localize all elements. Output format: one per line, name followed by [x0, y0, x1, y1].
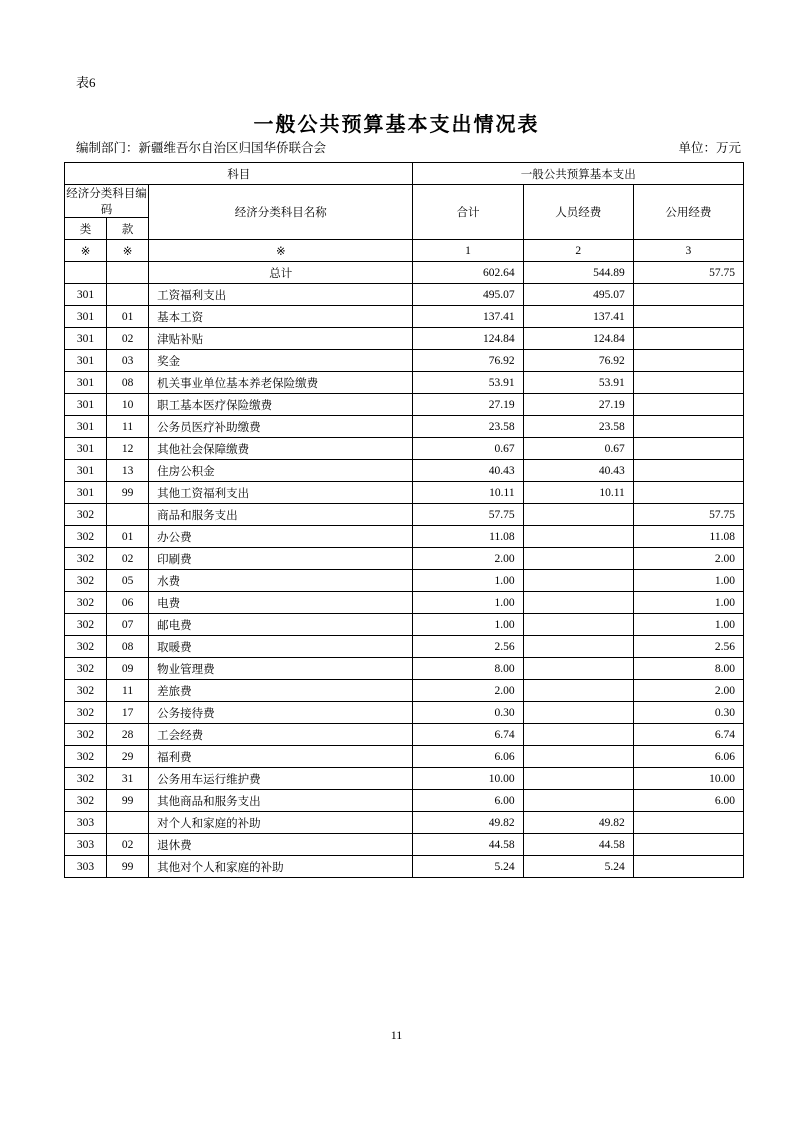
cell-public	[633, 306, 743, 328]
marker-name: ※	[149, 240, 413, 262]
cell-subject-name: 邮电费	[149, 614, 413, 636]
table-row	[65, 856, 744, 878]
column-header-total: 合计	[413, 185, 523, 240]
cell-class-code: 302	[65, 680, 107, 702]
cell-public	[633, 350, 743, 372]
cell-public: 0.30	[633, 702, 743, 724]
cell-section-code	[107, 284, 149, 306]
cell-subject-name: 商品和服务支出	[149, 504, 413, 526]
cell-total: 124.84	[413, 328, 523, 350]
cell-personnel	[523, 636, 633, 658]
cell-section-code: 99	[107, 482, 149, 504]
cell-class-code: 301	[65, 306, 107, 328]
table-body	[65, 262, 744, 878]
cell-class-code: 303	[65, 834, 107, 856]
cell-class-code: 302	[65, 526, 107, 548]
table-row	[65, 482, 744, 504]
table-row	[65, 724, 744, 746]
cell-class-code: 302	[65, 768, 107, 790]
cell-public	[633, 328, 743, 350]
table-row	[65, 262, 744, 284]
cell-section-code	[107, 262, 149, 284]
cell-total: 137.41	[413, 306, 523, 328]
cell-personnel	[523, 614, 633, 636]
cell-public	[633, 416, 743, 438]
table-row	[65, 746, 744, 768]
cell-personnel: 495.07	[523, 284, 633, 306]
cell-section-code: 29	[107, 746, 149, 768]
cell-total: 40.43	[413, 460, 523, 482]
cell-public	[633, 438, 743, 460]
cell-total: 6.00	[413, 790, 523, 812]
cell-personnel	[523, 526, 633, 548]
cell-personnel	[523, 790, 633, 812]
column-header-class: 类	[65, 218, 107, 240]
table-row	[65, 592, 744, 614]
cell-class-code: 302	[65, 614, 107, 636]
cell-total: 8.00	[413, 658, 523, 680]
cell-personnel	[523, 592, 633, 614]
cell-subject-name: 公务员医疗补助缴费	[149, 416, 413, 438]
table-row	[65, 812, 744, 834]
cell-total: 10.00	[413, 768, 523, 790]
cell-class-code: 301	[65, 284, 107, 306]
cell-public	[633, 284, 743, 306]
cell-personnel: 544.89	[523, 262, 633, 284]
cell-section-code: 13	[107, 460, 149, 482]
group-header-expenditure: 一般公共预算基本支出	[413, 163, 744, 185]
table-group-header-row	[65, 163, 744, 185]
marker-class: ※	[65, 240, 107, 262]
table-row	[65, 460, 744, 482]
cell-personnel: 0.67	[523, 438, 633, 460]
cell-public: 2.00	[633, 548, 743, 570]
cell-personnel: 23.58	[523, 416, 633, 438]
cell-total: 76.92	[413, 350, 523, 372]
cell-total: 23.58	[413, 416, 523, 438]
table-marker-row	[65, 240, 744, 262]
cell-subject-name: 公务用车运行维护费	[149, 768, 413, 790]
cell-subject-name: 工会经费	[149, 724, 413, 746]
column-header-name: 经济分类科目名称	[149, 185, 413, 240]
cell-total: 0.67	[413, 438, 523, 460]
table-row	[65, 680, 744, 702]
cell-personnel: 124.84	[523, 328, 633, 350]
cell-subject-name: 津贴补贴	[149, 328, 413, 350]
cell-subject-name: 差旅费	[149, 680, 413, 702]
cell-total: 6.06	[413, 746, 523, 768]
cell-subject-name: 工资福利支出	[149, 284, 413, 306]
table-row	[65, 790, 744, 812]
table-row	[65, 328, 744, 350]
cell-section-code: 10	[107, 394, 149, 416]
cell-total: 1.00	[413, 570, 523, 592]
table-row	[65, 416, 744, 438]
cell-public: 6.74	[633, 724, 743, 746]
cell-public	[633, 394, 743, 416]
table-head	[65, 163, 744, 262]
column-header-section: 款	[107, 218, 149, 240]
cell-section-code: 03	[107, 350, 149, 372]
table-row	[65, 350, 744, 372]
table-row	[65, 636, 744, 658]
cell-subject-name: 水费	[149, 570, 413, 592]
cell-section-code: 31	[107, 768, 149, 790]
cell-total: 49.82	[413, 812, 523, 834]
cell-class-code: 302	[65, 548, 107, 570]
cell-total: 6.74	[413, 724, 523, 746]
cell-subject-name: 总计	[149, 262, 413, 284]
cell-section-code: 02	[107, 548, 149, 570]
cell-subject-name: 电费	[149, 592, 413, 614]
compiler-department: 编制部门：新疆维吾尔自治区归国华侨联合会	[76, 141, 327, 155]
cell-section-code: 12	[107, 438, 149, 460]
cell-personnel: 5.24	[523, 856, 633, 878]
cell-section-code: 02	[107, 328, 149, 350]
cell-public	[633, 812, 743, 834]
column-header-code-group: 经济分类科目编码	[65, 185, 149, 218]
cell-personnel: 27.19	[523, 394, 633, 416]
cell-personnel: 49.82	[523, 812, 633, 834]
cell-class-code: 301	[65, 416, 107, 438]
budget-table	[64, 162, 744, 878]
cell-public	[633, 856, 743, 878]
table-row	[65, 702, 744, 724]
cell-subject-name: 取暖费	[149, 636, 413, 658]
cell-public: 1.00	[633, 614, 743, 636]
cell-personnel: 137.41	[523, 306, 633, 328]
table-row	[65, 658, 744, 680]
page-title: 一般公共预算基本支出情况表	[253, 114, 540, 136]
cell-personnel	[523, 768, 633, 790]
cell-class-code: 302	[65, 724, 107, 746]
cell-personnel	[523, 548, 633, 570]
cell-section-code: 08	[107, 372, 149, 394]
cell-public	[633, 372, 743, 394]
cell-subject-name: 其他商品和服务支出	[149, 790, 413, 812]
cell-class-code: 303	[65, 856, 107, 878]
cell-class-code: 302	[65, 504, 107, 526]
table-row	[65, 834, 744, 856]
cell-public	[633, 460, 743, 482]
cell-public	[633, 482, 743, 504]
cell-class-code: 301	[65, 350, 107, 372]
cell-section-code: 99	[107, 790, 149, 812]
cell-subject-name: 办公费	[149, 526, 413, 548]
cell-public: 57.75	[633, 504, 743, 526]
cell-personnel: 40.43	[523, 460, 633, 482]
group-header-subject: 科目	[65, 163, 413, 185]
cell-section-code: 08	[107, 636, 149, 658]
cell-personnel	[523, 702, 633, 724]
marker-personnel: 2	[523, 240, 633, 262]
cell-class-code: 302	[65, 790, 107, 812]
cell-section-code: 11	[107, 680, 149, 702]
cell-personnel: 76.92	[523, 350, 633, 372]
cell-class-code: 302	[65, 702, 107, 724]
cell-total: 495.07	[413, 284, 523, 306]
cell-total: 2.00	[413, 548, 523, 570]
cell-class-code: 301	[65, 438, 107, 460]
cell-section-code: 07	[107, 614, 149, 636]
table-row	[65, 504, 744, 526]
cell-total: 27.19	[413, 394, 523, 416]
cell-section-code: 05	[107, 570, 149, 592]
cell-public: 11.08	[633, 526, 743, 548]
cell-personnel: 53.91	[523, 372, 633, 394]
cell-total: 11.08	[413, 526, 523, 548]
cell-class-code: 302	[65, 570, 107, 592]
cell-subject-name: 其他工资福利支出	[149, 482, 413, 504]
cell-public	[633, 834, 743, 856]
cell-public: 1.00	[633, 570, 743, 592]
table-row	[65, 768, 744, 790]
table-row	[65, 306, 744, 328]
cell-class-code: 301	[65, 328, 107, 350]
marker-section: ※	[107, 240, 149, 262]
cell-section-code: 09	[107, 658, 149, 680]
cell-subject-name: 其他社会保障缴费	[149, 438, 413, 460]
cell-public: 8.00	[633, 658, 743, 680]
cell-class-code: 301	[65, 482, 107, 504]
table-row	[65, 284, 744, 306]
cell-total: 44.58	[413, 834, 523, 856]
cell-public: 6.00	[633, 790, 743, 812]
cell-subject-name: 福利费	[149, 746, 413, 768]
table-row	[65, 438, 744, 460]
cell-public: 10.00	[633, 768, 743, 790]
table-row	[65, 372, 744, 394]
cell-section-code: 01	[107, 526, 149, 548]
cell-subject-name: 退休费	[149, 834, 413, 856]
cell-subject-name: 住房公积金	[149, 460, 413, 482]
cell-subject-name: 奖金	[149, 350, 413, 372]
cell-total: 1.00	[413, 592, 523, 614]
cell-personnel	[523, 680, 633, 702]
cell-total: 5.24	[413, 856, 523, 878]
cell-class-code: 303	[65, 812, 107, 834]
cell-public: 2.00	[633, 680, 743, 702]
currency-unit: 单位：万元	[678, 141, 741, 155]
cell-section-code: 28	[107, 724, 149, 746]
cell-total: 0.30	[413, 702, 523, 724]
cell-personnel	[523, 658, 633, 680]
column-header-personnel: 人员经费	[523, 185, 633, 240]
table-row	[65, 394, 744, 416]
table-subheader-row-1	[65, 185, 744, 218]
cell-class-code: 302	[65, 658, 107, 680]
cell-subject-name: 物业管理费	[149, 658, 413, 680]
cell-section-code: 01	[107, 306, 149, 328]
cell-personnel: 10.11	[523, 482, 633, 504]
column-header-public: 公用经费	[633, 185, 743, 240]
table-row	[65, 570, 744, 592]
cell-subject-name: 印刷费	[149, 548, 413, 570]
cell-section-code: 06	[107, 592, 149, 614]
cell-section-code: 17	[107, 702, 149, 724]
cell-total: 602.64	[413, 262, 523, 284]
cell-public: 6.06	[633, 746, 743, 768]
cell-total: 53.91	[413, 372, 523, 394]
cell-class-code: 302	[65, 746, 107, 768]
cell-total: 1.00	[413, 614, 523, 636]
marker-total: 1	[413, 240, 523, 262]
cell-section-code	[107, 504, 149, 526]
cell-section-code: 11	[107, 416, 149, 438]
cell-total: 2.56	[413, 636, 523, 658]
cell-subject-name: 对个人和家庭的补助	[149, 812, 413, 834]
cell-subject-name: 公务接待费	[149, 702, 413, 724]
cell-class-code: 301	[65, 394, 107, 416]
cell-total: 10.11	[413, 482, 523, 504]
cell-public: 1.00	[633, 592, 743, 614]
cell-public: 57.75	[633, 262, 743, 284]
cell-section-code: 99	[107, 856, 149, 878]
cell-personnel	[523, 504, 633, 526]
cell-subject-name: 基本工资	[149, 306, 413, 328]
marker-public: 3	[633, 240, 743, 262]
page-number: 11	[390, 1028, 403, 1042]
cell-public: 2.56	[633, 636, 743, 658]
cell-personnel	[523, 570, 633, 592]
cell-subject-name: 职工基本医疗保险缴费	[149, 394, 413, 416]
cell-personnel	[523, 746, 633, 768]
cell-personnel: 44.58	[523, 834, 633, 856]
table-row	[65, 526, 744, 548]
cell-class-code: 301	[65, 460, 107, 482]
document-meta	[76, 138, 741, 156]
table-row	[65, 614, 744, 636]
table-row	[65, 548, 744, 570]
cell-class-code: 302	[65, 636, 107, 658]
cell-section-code: 02	[107, 834, 149, 856]
cell-subject-name: 机关事业单位基本养老保险缴费	[149, 372, 413, 394]
cell-subject-name: 其他对个人和家庭的补助	[149, 856, 413, 878]
cell-class-code	[65, 262, 107, 284]
cell-personnel	[523, 724, 633, 746]
cell-class-code: 301	[65, 372, 107, 394]
cell-total: 57.75	[413, 504, 523, 526]
cell-class-code: 302	[65, 592, 107, 614]
cell-section-code	[107, 812, 149, 834]
table-label: 表6	[76, 75, 96, 90]
cell-total: 2.00	[413, 680, 523, 702]
